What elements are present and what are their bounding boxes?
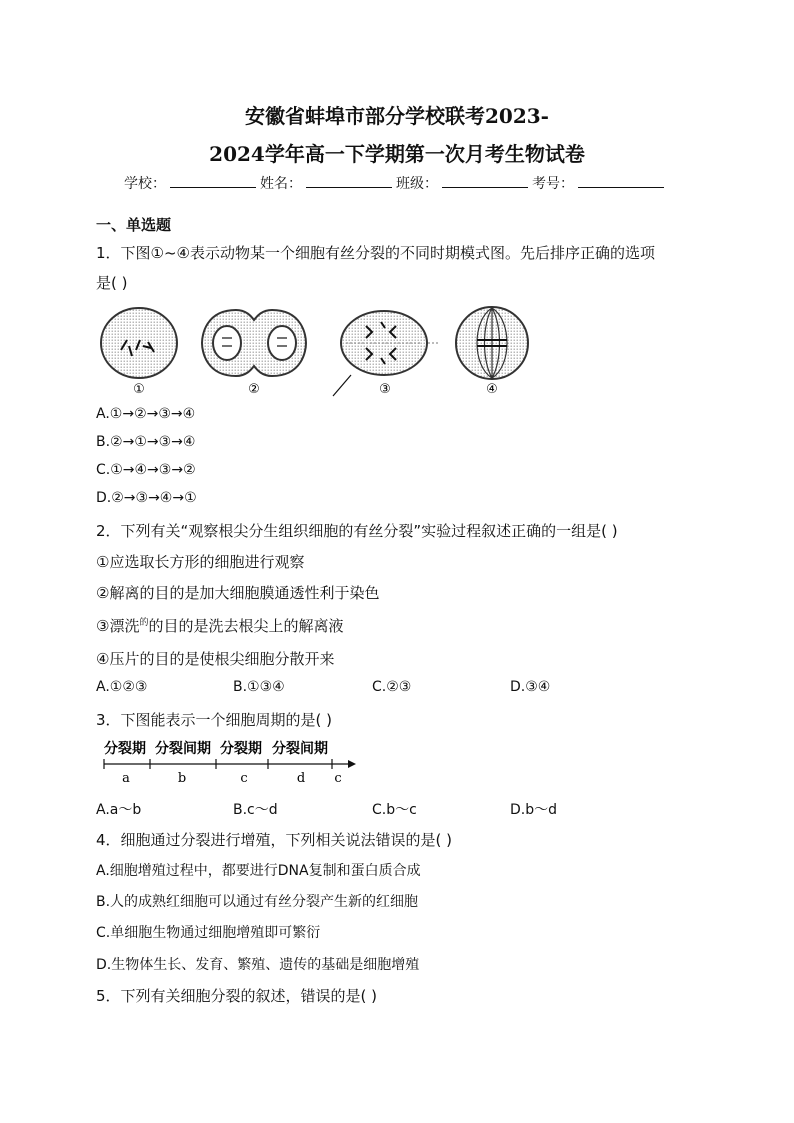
cell-1: [101, 308, 177, 378]
mitosis-figure: [96, 300, 546, 400]
class-blank[interactable]: [442, 173, 528, 188]
fig-label-3: ③: [379, 382, 391, 397]
q2-item-2: ②解离的目的是加大细胞膜通透性利于染色: [96, 584, 380, 602]
segment-c2: c: [334, 771, 342, 786]
name-blank[interactable]: [306, 173, 392, 188]
q2-option-c[interactable]: C.②③: [372, 679, 412, 695]
segment-d: d: [296, 771, 306, 786]
q3-stem: 3．下图能表示一个细胞周期的是( ): [96, 711, 333, 729]
q2-item-4: ④压片的目的是使根尖细胞分散开来: [96, 650, 335, 668]
school-label: 学校：: [124, 176, 166, 192]
info-line: [124, 173, 668, 193]
segment-b: b: [177, 771, 187, 786]
q4-option-b[interactable]: B.人的成熟红细胞可以通过有丝分裂产生新的红细胞: [96, 894, 419, 910]
q4-stem: 4．细胞通过分裂进行增殖，下列相关说法错误的是( ): [96, 831, 453, 849]
q1-option-d[interactable]: D.②→③→④→①: [96, 490, 197, 506]
timeline-arrow: [348, 760, 356, 768]
class-label: 班级：: [396, 176, 438, 192]
q2-item-3-part2: 的目的是洗去根尖上的解离液: [148, 617, 344, 635]
q3-option-d[interactable]: D.b～d: [510, 802, 558, 818]
q1-option-c[interactable]: C.①→④→③→②: [96, 462, 196, 478]
timeline-label-3: 分裂期: [220, 741, 262, 757]
title-line-2: 2024学年高一下学期第一次月考生物试卷: [209, 142, 585, 166]
cell-cycle-timeline: [100, 738, 360, 788]
fig-label-4: ④: [486, 382, 498, 397]
q1-option-a[interactable]: A.①→②→③→④: [96, 406, 196, 422]
segment-a: a: [122, 771, 130, 786]
fig-label-2: ②: [248, 382, 260, 397]
q5-stem: 5．下列有关细胞分裂的叙述，错误的是( ): [96, 987, 378, 1005]
fig-label-1: ①: [133, 382, 145, 397]
segment-c: c: [240, 771, 248, 786]
q2-item-1: ①应选取长方形的细胞进行观察: [96, 553, 305, 571]
section-heading: 一、单选题: [96, 216, 172, 234]
q2-stem: 2．下列有关“观察根尖分生组织细胞的有丝分裂”实验过程叙述正确的一组是( ): [96, 522, 618, 540]
name-label: 姓名：: [260, 176, 302, 192]
timeline-label-2: 分裂间期: [155, 741, 211, 757]
timeline-label-1: 分裂期: [104, 741, 146, 757]
q3-option-b[interactable]: B.c～d: [233, 802, 278, 818]
school-blank[interactable]: [170, 173, 256, 188]
q2-option-d[interactable]: D.③④: [510, 679, 551, 695]
exam-no-label: 考号：: [532, 176, 574, 192]
q2-option-b[interactable]: B.①③④: [233, 679, 285, 695]
q2-option-a[interactable]: A.①②③: [96, 679, 148, 695]
q1-option-b[interactable]: B.②→①→③→④: [96, 434, 196, 450]
q2-item-3-sup: 的: [139, 618, 149, 628]
q1-stem-line2: 是( ): [96, 274, 128, 292]
q2-item-3: [96, 615, 343, 636]
cell-2: [202, 310, 306, 376]
q3-option-a[interactable]: A.a～b: [96, 802, 142, 818]
title-line-1: 安徽省蚌埠市部分学校联考2023-: [245, 104, 549, 128]
exam-no-blank[interactable]: [578, 173, 664, 188]
q3-option-c[interactable]: C.b～c: [372, 802, 417, 818]
timeline-label-4: 分裂间期: [272, 741, 328, 757]
q2-item-3-part1: ③漂洗: [96, 617, 140, 635]
q4-option-c[interactable]: C.单细胞生物通过细胞增殖即可繁衍: [96, 925, 321, 941]
q4-option-a[interactable]: A.细胞增殖过程中，都要进行DNA复制和蛋白质合成: [96, 863, 421, 879]
cell-4: [456, 307, 528, 379]
q1-stem-line1: 1．下图①~④表示动物某一个细胞有丝分裂的不同时期模式图。先后排序正确的选项: [96, 244, 656, 262]
q4-option-d[interactable]: D.生物体生长、发育、繁殖、遗传的基础是细胞增殖: [96, 957, 420, 973]
